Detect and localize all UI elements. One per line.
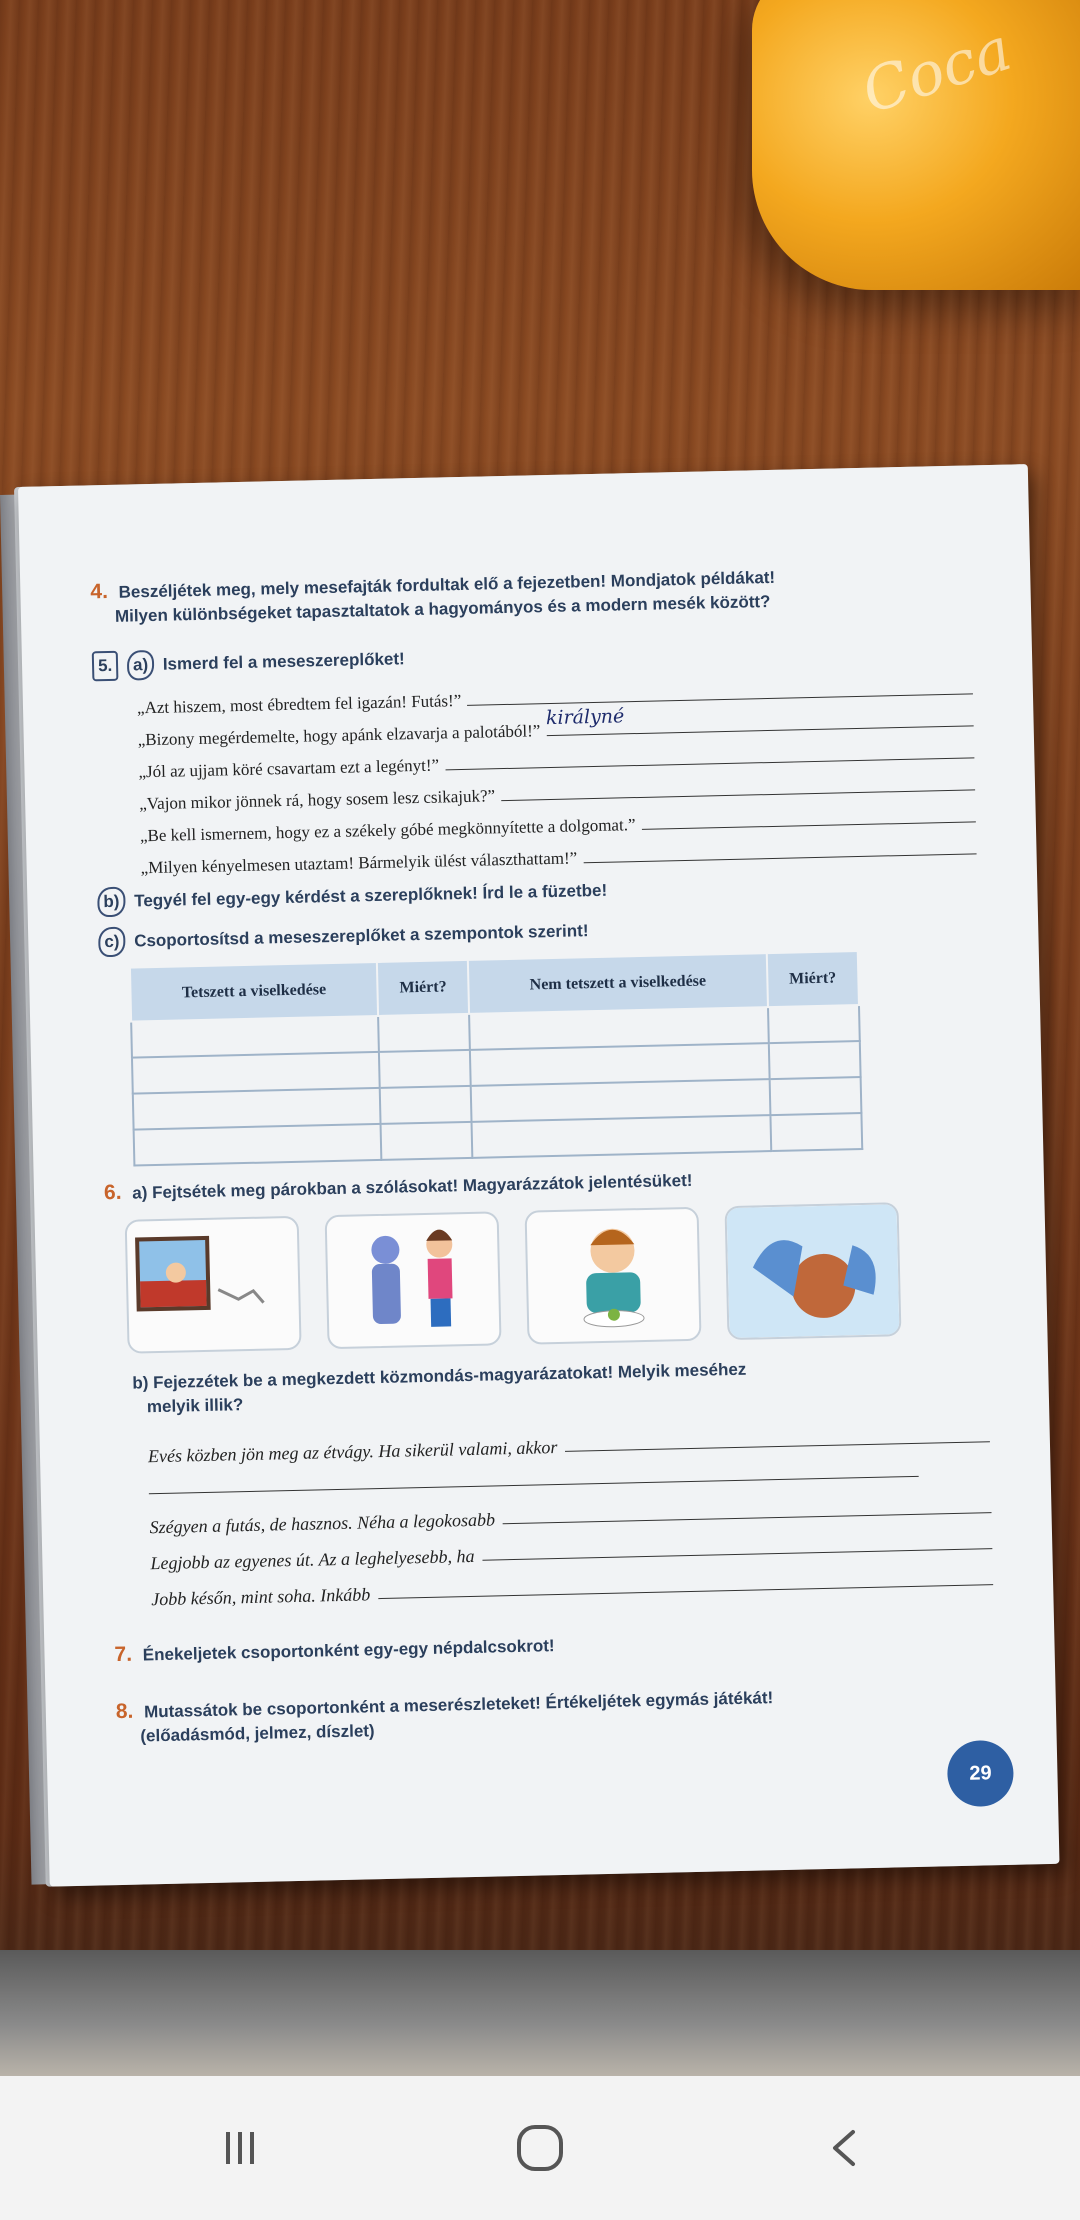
sub-text: Tegyél fel egy-egy kérdést a szereplőknek! Írd le a füzetbe! bbox=[133, 880, 608, 911]
proverb-text: Szégyen a futás, de hasznos. Néha a legokosabb bbox=[149, 1509, 496, 1538]
table-cell[interactable] bbox=[132, 1052, 380, 1094]
task-number: 7. bbox=[114, 1642, 133, 1667]
quote-text: „Milyen kényelmesen utaztam! Bármelyik ülést választhattam!” bbox=[140, 848, 578, 878]
table-cell[interactable] bbox=[769, 1077, 861, 1115]
task-text: Énekeljetek csoportonként egy-egy népdalcsokrot! bbox=[142, 1636, 555, 1665]
answer-line[interactable] bbox=[546, 705, 974, 736]
proverb-text: Evés közben jön meg az étvágy. Ha sikerül valami, akkor bbox=[147, 1437, 558, 1467]
system-navigation-bar bbox=[0, 2076, 1080, 2220]
proverb-text: Jobb későn, mint soha. Inkább bbox=[151, 1584, 371, 1610]
task-number: 4. bbox=[90, 579, 109, 604]
table-cell[interactable] bbox=[380, 1086, 472, 1124]
character-table bbox=[129, 950, 863, 1167]
table-cell[interactable] bbox=[380, 1122, 472, 1160]
table-cell[interactable] bbox=[472, 1115, 771, 1158]
task-text: a) Fejtsétek meg párokban a szólásokat! Magyarázzátok jelentésüket! bbox=[132, 1170, 693, 1203]
task-4 bbox=[90, 560, 971, 629]
task-number: 6. bbox=[103, 1180, 122, 1205]
quote-list bbox=[137, 667, 977, 878]
table-cell[interactable] bbox=[133, 1088, 381, 1130]
bottle-logo-icon: Coca bbox=[853, 14, 1020, 128]
table-cell[interactable] bbox=[768, 1005, 860, 1043]
answer-line[interactable] bbox=[641, 801, 976, 830]
task-text: melyik illik? bbox=[146, 1395, 244, 1417]
book-page bbox=[18, 464, 1060, 1887]
task-6a bbox=[104, 1161, 984, 1206]
task-text: Milyen különbségeket tapasztaltatok a hagyományos és a modern mesék között? bbox=[114, 591, 771, 626]
table-cell[interactable] bbox=[768, 1041, 860, 1079]
quote-text: „Bizony megérdemelte, hogy apánk elzavarja a palotából!” bbox=[137, 721, 541, 750]
quote-text: „Vajon mikor jönnek rá, hogy sosem lesz csikajuk?” bbox=[139, 786, 496, 814]
illustration-two-girls-icon bbox=[325, 1211, 502, 1349]
quote-text: „Jól az ujjam köré csavartam ezt a legényt!” bbox=[138, 755, 440, 782]
task-text: Beszéljétek meg, mely mesefajták fordultak elő a fejezetben! Mondjatok példákat! bbox=[118, 567, 776, 602]
task-6b bbox=[108, 1352, 989, 1420]
table-cell[interactable] bbox=[378, 1014, 470, 1052]
table-header: Tetszett a viselkedése bbox=[130, 962, 378, 1022]
answer-line[interactable] bbox=[565, 1441, 990, 1452]
handwritten-answer: királyné bbox=[545, 705, 625, 730]
page-number-badge: 29 bbox=[947, 1740, 1014, 1807]
illustration-man-thinking-icon bbox=[724, 1202, 901, 1340]
task-number: 8. bbox=[115, 1699, 134, 1724]
answer-line[interactable] bbox=[378, 1584, 993, 1599]
home-button[interactable] bbox=[515, 2124, 565, 2172]
illustration-window-icon bbox=[125, 1216, 302, 1354]
back-button[interactable] bbox=[820, 2124, 870, 2172]
table-cell[interactable] bbox=[770, 1113, 862, 1151]
illustration-boy-eating-icon bbox=[525, 1207, 702, 1345]
recent-apps-icon bbox=[218, 2126, 262, 2170]
floor bbox=[0, 1950, 1080, 2076]
task-7 bbox=[114, 1623, 994, 1668]
table-cell[interactable] bbox=[131, 1016, 379, 1058]
sub-letter: b) bbox=[97, 887, 126, 918]
task-text: Mutassátok be csoportonként a meserészleteket! Értékeljétek egymás játékát! bbox=[143, 1688, 774, 1722]
answer-line[interactable] bbox=[583, 833, 977, 863]
table-cell[interactable] bbox=[379, 1050, 471, 1088]
home-icon bbox=[515, 2123, 565, 2173]
sub-letter: a) bbox=[127, 650, 155, 681]
proverb-text: Legjobb az egyenes út. Az a leghelyesebb, ha bbox=[150, 1545, 475, 1574]
page-content bbox=[90, 560, 997, 1761]
quote-text: „Be kell ismernem, hogy ez a székely góbé megkönnyítette a dolgomat.” bbox=[139, 815, 636, 846]
table-header: Miért? bbox=[377, 960, 470, 1016]
illustration-row bbox=[125, 1200, 988, 1353]
recent-apps-button[interactable] bbox=[215, 2124, 265, 2172]
task-8 bbox=[116, 1680, 997, 1749]
sub-letter: c) bbox=[98, 927, 126, 958]
sub-text: Csoportosítsd a meseszereplőket a szempontok szerint! bbox=[133, 921, 589, 951]
quote-text: „Azt hiszem, most ébredtem fel igazán! Futás!” bbox=[136, 691, 462, 718]
sub-text: Ismerd fel a meseszereplőket! bbox=[162, 649, 405, 674]
table-cell[interactable] bbox=[134, 1124, 382, 1166]
task-text: (előadásmód, jelmez, díszlet) bbox=[140, 1721, 375, 1746]
task-number: 5. bbox=[92, 651, 119, 682]
table-header: Miért? bbox=[766, 951, 859, 1007]
back-icon bbox=[823, 2126, 867, 2170]
table-header: Nem tetszett a viselkedése bbox=[468, 953, 767, 1014]
task-text: b) Fejezzétek be a megkezdett közmondás-magyarázatokat! Melyik meséhez bbox=[132, 1359, 747, 1393]
